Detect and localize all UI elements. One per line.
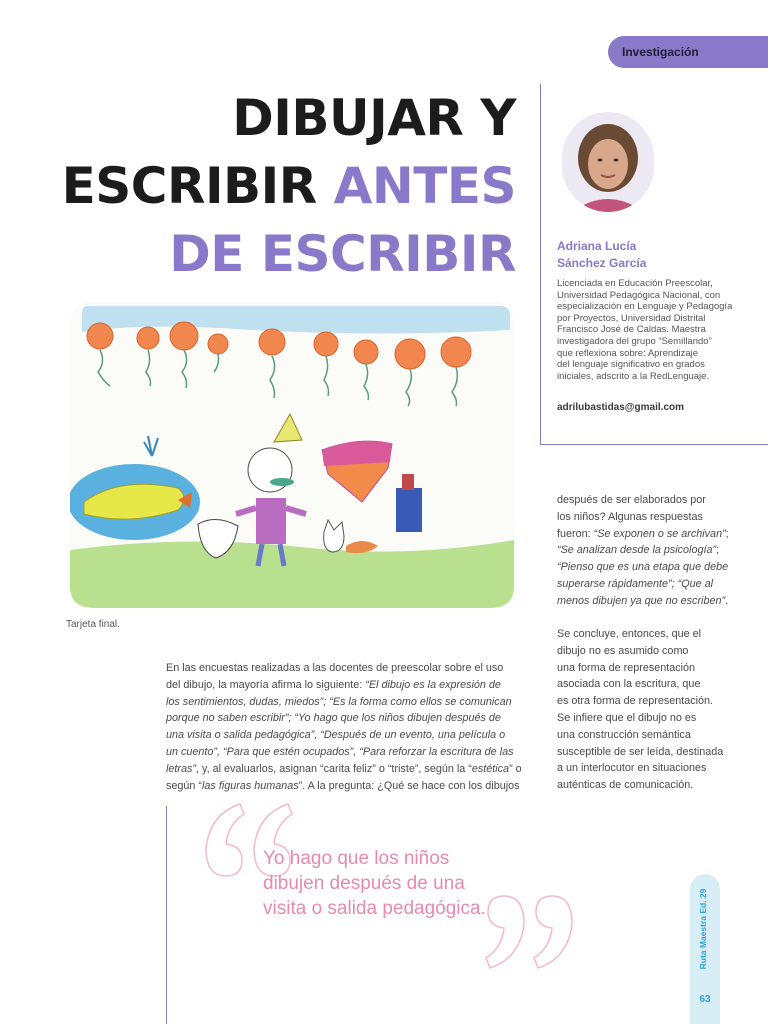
text-span-italic: estética: [471, 762, 510, 775]
text-span-italic: las figuras humanas: [202, 779, 299, 792]
text-span-italic: “El dibujo es la expresión de: [365, 678, 501, 691]
text-line: susceptible de ser leída, destinada: [557, 745, 724, 758]
text-span-italic: una visita o salida pedagógica”, “Después de un evento, una película o: [166, 729, 506, 742]
bio-line: Licenciada en Educación Preescolar,: [557, 278, 713, 289]
text-span: , y, al evaluarlos, asignan “carita feliz” o “triste”, según la “: [196, 762, 472, 775]
text-span: del dibujo, la mayoría afirma lo siguiente:: [166, 678, 366, 691]
magazine-edition-label: Ruta Maestra Ed. 29: [698, 888, 708, 970]
title-line-2-purple: ANTES: [333, 157, 516, 215]
title-line-2-dark: ESCRIBIR: [61, 157, 334, 215]
text-line: [166, 744, 532, 761]
bio-line: del lenguaje significativo en grados: [557, 359, 705, 371]
text-line: [557, 542, 747, 559]
text-line: después de ser elaborados por: [557, 494, 706, 506]
text-line: [166, 677, 532, 694]
text-span-italic: “Se analizan desde la psicología”: [557, 544, 717, 557]
author-name: [557, 238, 757, 272]
page-number: 63: [699, 994, 711, 1005]
text-span-italic: porque no saben escribir”; “Yo hago que los niños dibujen después de: [166, 712, 501, 725]
text-span: .: [725, 594, 729, 607]
text-span-italic: los sentimientos, dudas, miedos”; “Es la forma como ellos se comunican: [166, 695, 512, 708]
text-line: [557, 559, 747, 576]
title-line-1: DIBUJAR Y: [232, 89, 516, 147]
text-line: auténticas de comunicación.: [557, 779, 694, 792]
text-line: [166, 710, 532, 727]
bio-line: Francisco José de Caldas. Maestra: [557, 324, 706, 336]
text-line: asociada con la escritura, que: [557, 678, 701, 691]
text-line: una construcción semántica: [557, 728, 691, 741]
text-span-italic: letras”: [166, 762, 196, 775]
text-span: ;: [716, 544, 720, 557]
text-line: [557, 576, 747, 593]
text-span-italic: superarse rápidamente”; “Que al: [557, 577, 714, 590]
text-span-italic: un cuento”, “Para que estén ocupados”, “Para reforzar la escritura de las: [166, 745, 514, 758]
text-line: [557, 526, 747, 543]
text-line: En las encuestas realizadas a las docentes de preescolar sobre el uso: [166, 662, 504, 674]
author-name-line-1: Adriana Lucía: [557, 239, 637, 253]
title-line-3: DE ESCRIBIR: [169, 225, 516, 283]
text-line: los niños? Algunas respuestas: [557, 510, 703, 523]
bio-line: Universidad Pedagógica Nacional, con: [557, 289, 721, 301]
sidebar-divider-vertical: [540, 84, 541, 444]
body-paragraph-left: [166, 660, 532, 794]
text-line: Se concluye, entonces, que el: [557, 628, 702, 640]
text-span: fueron:: [557, 527, 594, 540]
article-title: [62, 84, 516, 288]
author-name-line-2: Sánchez García: [557, 256, 647, 270]
text-line: dibujo no es asumido como: [557, 644, 689, 657]
text-line: [166, 778, 532, 795]
author-bio: [557, 278, 747, 382]
bio-line: por Proyectos, Universidad Distrital: [557, 312, 706, 324]
text-span: ;: [725, 527, 729, 540]
bio-line: investigadora del grupo “Semillando”: [557, 335, 712, 347]
text-span-italic: “Pienso que es una etapa que debe: [557, 561, 729, 574]
quote-line: visita o salida pedagógica.: [263, 898, 486, 919]
quote-line: Yo hago que los niños: [263, 848, 450, 869]
text-span: ”. A la pregunta: ¿Qué se hace con los dibujos: [298, 779, 520, 792]
text-line: es otra forma de representación.: [557, 695, 714, 708]
text-span-italic: “Se exponen o se archivan”: [593, 527, 726, 540]
text-line: una forma de representación: [557, 661, 696, 674]
text-span: según “: [166, 779, 203, 792]
bio-line: que reflexiona sobre: Aprendizaje: [557, 347, 699, 359]
text-line: [557, 593, 747, 610]
image-caption: Tarjeta final.: [66, 619, 120, 630]
author-photo: [562, 112, 654, 212]
section-tag: Investigación: [608, 36, 768, 68]
bio-line: iniciales, adscrito a la RedLenguaje.: [557, 370, 710, 382]
text-line: a un interlocutor en situaciones: [557, 762, 707, 775]
bio-line: especialización en Lenguaje y Pedagogía: [557, 301, 733, 313]
pull-quote: [263, 846, 533, 921]
author-email[interactable]: adrilubastidas@gmail.com: [557, 402, 685, 413]
quote-divider: [166, 806, 167, 1024]
title-line-2: [62, 152, 516, 220]
child-drawing-image: [70, 302, 514, 608]
text-line: [166, 761, 532, 778]
text-span: ” o: [509, 762, 522, 775]
body-paragraph-right-2: [557, 626, 747, 794]
text-line: [166, 727, 532, 744]
text-line: Se infiere que el dibujo no es: [557, 711, 697, 724]
text-line: [166, 694, 532, 711]
body-paragraph-right-1: [557, 492, 747, 610]
sidebar-divider-horizontal: [540, 444, 768, 445]
quote-line: dibujen después de una: [263, 873, 465, 894]
text-span-italic: menos dibujen ya que no escriben”: [557, 594, 726, 607]
